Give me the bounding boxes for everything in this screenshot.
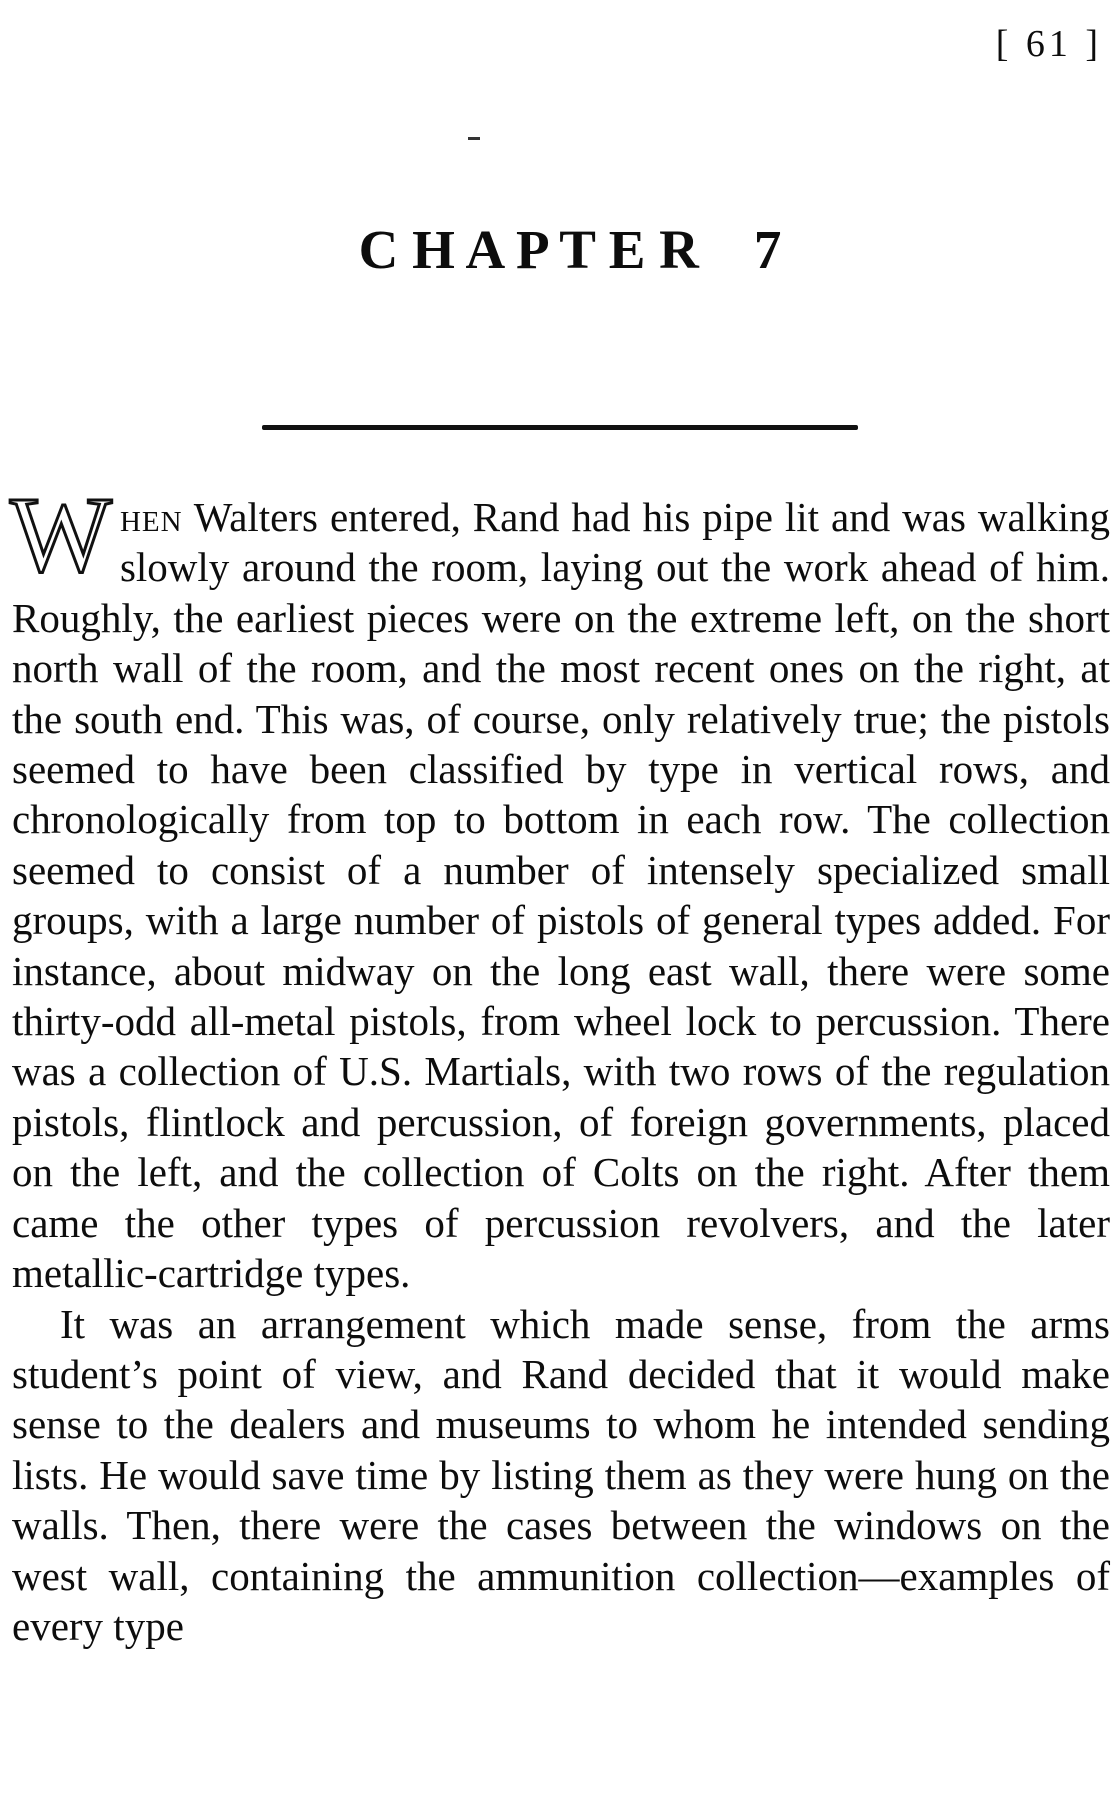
page-number: [ 61 ]: [995, 23, 1102, 65]
opening-small-caps: hen: [119, 494, 183, 540]
paragraph-1-text: Walters entered, Rand had his pipe lit and was walking slowly around the room, laying out the work ahead of him. Roughly, the earliest pieces were on the extreme left, on the short north wall of the room, and the most recent ones on the right, at the south end. This was, of course, only relatively true; the pistols seemed to have been classified by type in vertical rows, and chronologically from top to bottom in each row. The collection seemed to consist of a number of intensely specialized small groups, with a large number of pistols of general types added. For instance, about midway on the long east wall, there were some thirty-odd all-metal pistols, from wheel lock to percussion. There was a collection of U.S. Martials, with two rows of the regulation pistols, flintlock and percussion, of foreign governments, placed on the left, and the collection of Colts on the right. After them came the other types of percussion revolvers, and the later metallic-cartridge types.: [12, 494, 1110, 1297]
chapter-rule-divider: [262, 425, 858, 430]
body-text: [10, 476, 1110, 1651]
drop-cap: W: [10, 476, 112, 595]
paragraph-2: It was an arrangement which made sense, from the arms student’s point of view, and Rand decided that it would make sense to the dealers and museums to whom he intended sending lists. He would save time by listing them as they were hung on the walls. Then, there were the cases between the windows on the west wall, containing the ammunition collection—examples of every type: [12, 1300, 1110, 1649]
chapter-heading: C H A P T E R 7: [358, 219, 782, 280]
paragraph-1: [10, 476, 1110, 1299]
stray-print-mark: [468, 137, 480, 140]
